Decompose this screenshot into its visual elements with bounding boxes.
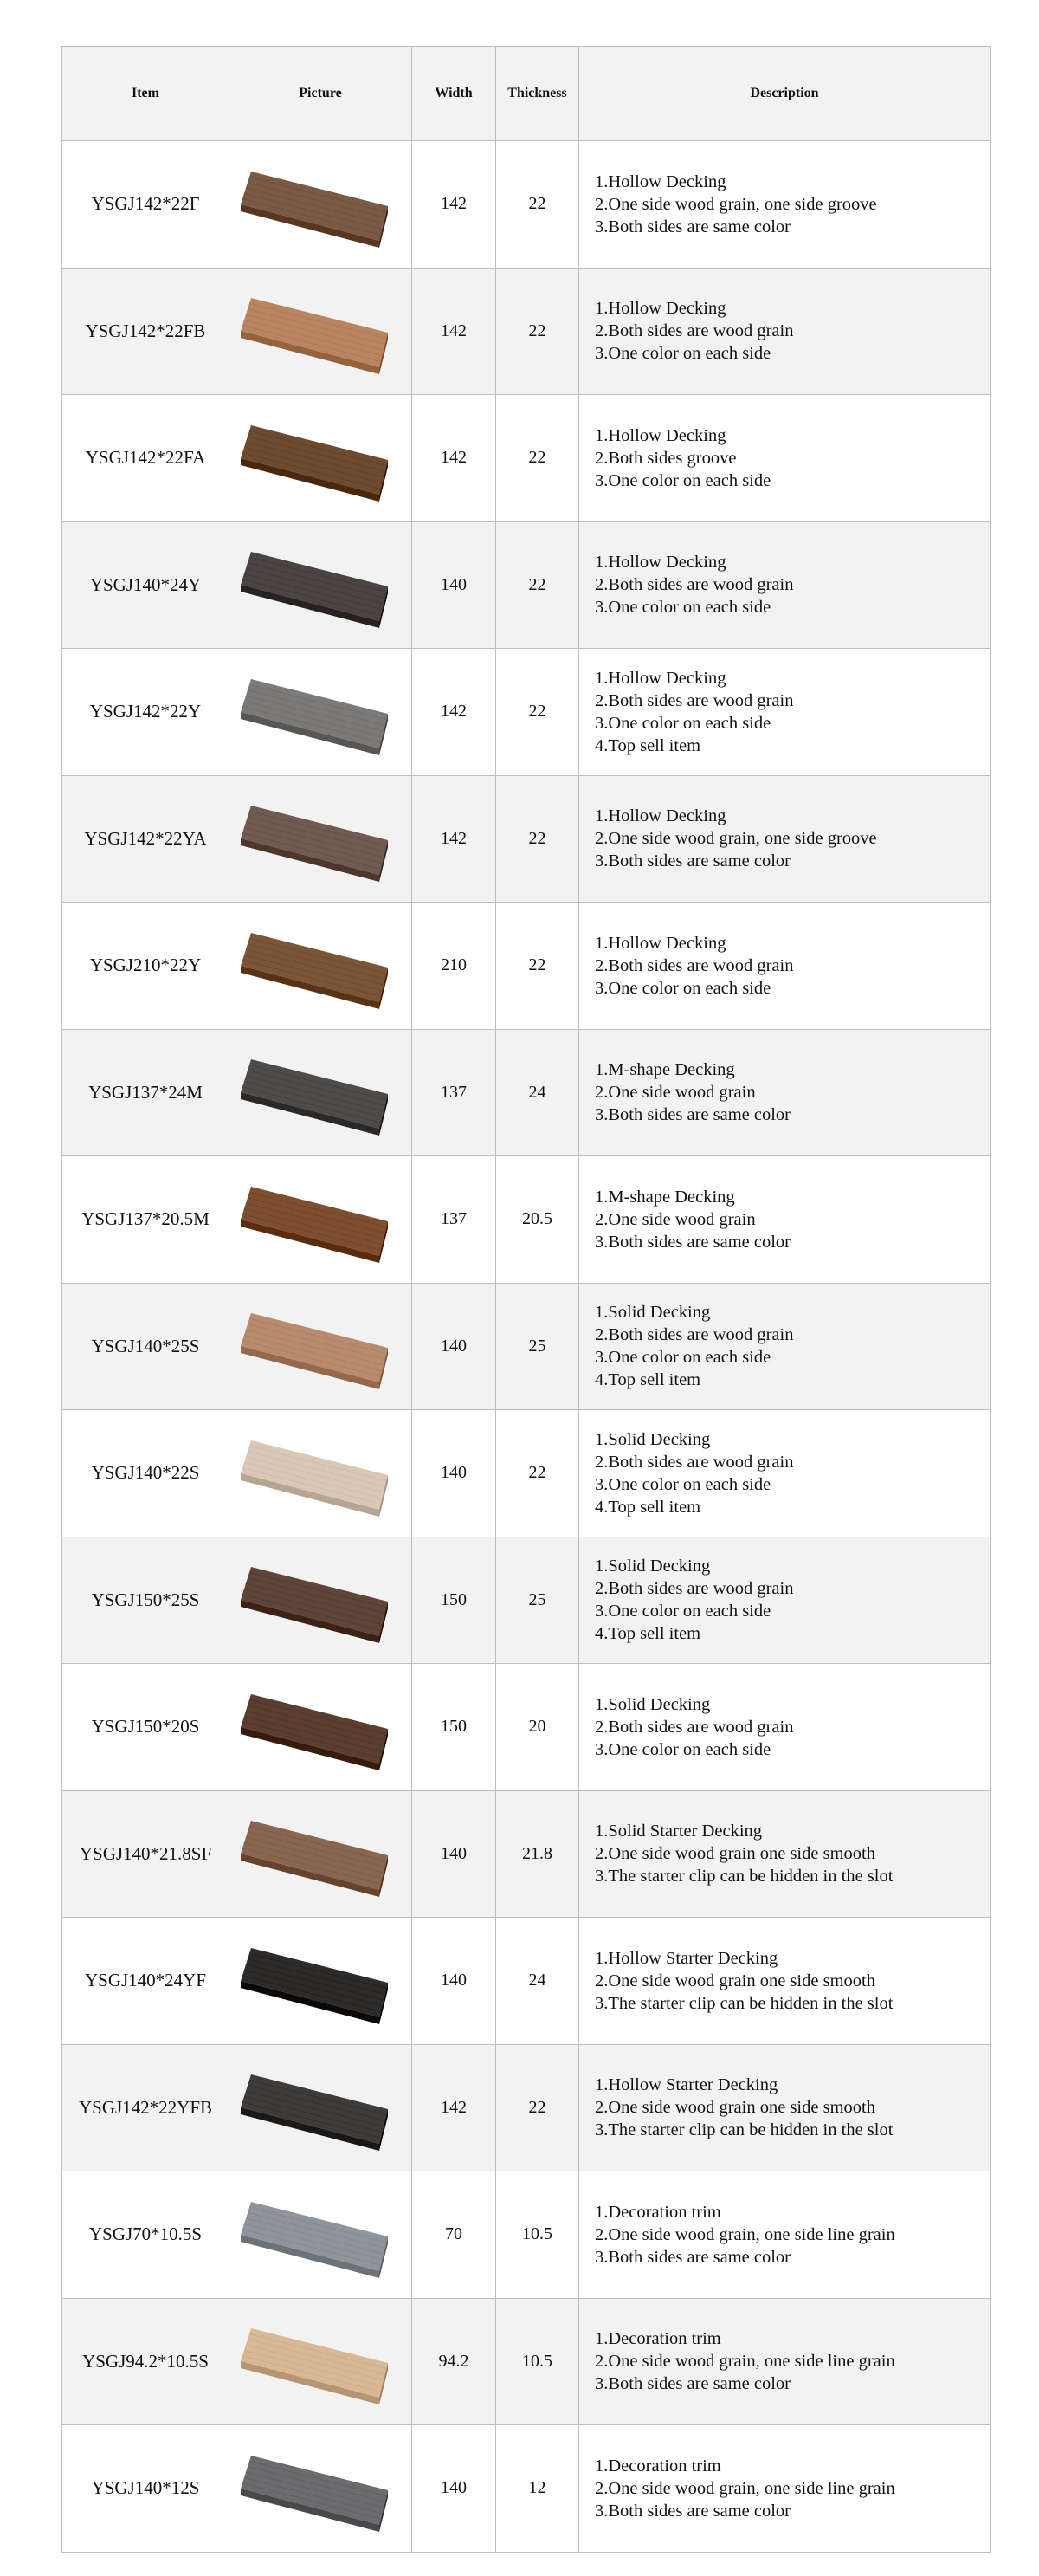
- description-line: 3.One color on each side: [595, 598, 771, 618]
- thickness-value: 22: [496, 1410, 579, 1537]
- description-line: 2.Both sides are wood grain: [595, 1325, 794, 1345]
- product-picture: [229, 649, 412, 776]
- description-line: 2.Both sides are wood grain: [595, 1579, 794, 1599]
- width-value: 150: [412, 1537, 496, 1664]
- decking-product-table: [61, 46, 991, 2553]
- description-line: 2.Both sides are wood grain: [595, 955, 794, 975]
- table-row: [62, 2044, 991, 2171]
- description-line: 2.One side wood grain, one side line grain: [595, 2352, 895, 2372]
- thickness-value: 22: [496, 649, 579, 776]
- decking-board-image: [234, 279, 407, 383]
- product-picture: [229, 395, 412, 522]
- width-value: 142: [412, 141, 496, 269]
- description-line: 2.Both sides groove: [595, 448, 737, 468]
- description-line: 1.Hollow Starter Decking: [595, 2075, 778, 2095]
- width-value: 142: [412, 775, 496, 903]
- description-line: 2.One side wood grain, one side groove: [595, 829, 877, 849]
- product-picture: [229, 1410, 412, 1537]
- description-cell: [579, 1029, 991, 1156]
- description-cell: [579, 903, 991, 1030]
- width-value: 142: [412, 649, 496, 776]
- width-value: 210: [412, 903, 496, 1030]
- width-value: 137: [412, 1156, 496, 1284]
- product-picture: [229, 1029, 412, 1156]
- thickness-value: 12: [496, 2425, 579, 2553]
- description-line: 1.Decoration trim: [595, 2329, 721, 2349]
- decking-board-image: [234, 1675, 407, 1779]
- product-picture: [229, 521, 412, 649]
- description-cell: [579, 268, 991, 395]
- width-value: 140: [412, 2425, 496, 2553]
- width-value: 140: [412, 1790, 496, 1918]
- description-line: 4.Top sell item: [595, 1497, 701, 1517]
- description-line: 2.One side wood grain one side smooth: [595, 1844, 875, 1864]
- thickness-value: 22: [496, 268, 579, 395]
- description-line: 2.One side wood grain one side smooth: [595, 2098, 875, 2118]
- description-line: 1.Hollow Starter Decking: [595, 1948, 778, 1968]
- decking-board-image: [234, 914, 407, 1018]
- description-cell: [579, 1790, 991, 1918]
- table-row: [62, 1537, 991, 1664]
- thickness-value: 22: [496, 775, 579, 903]
- item-code: YSGJ140*24YF: [62, 1918, 229, 2045]
- table-row: [62, 395, 991, 522]
- item-code: YSGJ140*24Y: [62, 521, 229, 649]
- item-code: YSGJ140*25S: [62, 1283, 229, 1410]
- description-line: 2.Both sides are wood grain: [595, 1452, 794, 1472]
- product-picture: [229, 1790, 412, 1918]
- thickness-value: 24: [496, 1918, 579, 2045]
- decking-board-image: [234, 152, 407, 256]
- description-line: 3.Both sides are same color: [595, 851, 791, 871]
- product-picture: [229, 2171, 412, 2299]
- description-line: 2.One side wood grain: [595, 1083, 756, 1103]
- table-row: [62, 521, 991, 649]
- table-row: [62, 649, 991, 776]
- item-code: YSGJ94.2*10.5S: [62, 2298, 229, 2425]
- description-cell: [579, 1664, 991, 1791]
- table-row: [62, 2171, 991, 2299]
- table-row: [62, 2425, 991, 2553]
- decking-board-image: [234, 533, 407, 637]
- product-picture: [229, 268, 412, 395]
- description-line: 2.One side wood grain, one side line grain: [595, 2478, 895, 2498]
- description-line: 3.One color on each side: [595, 1474, 771, 1494]
- description-line: 1.Decoration trim: [595, 2456, 721, 2476]
- item-code: YSGJ150*25S: [62, 1537, 229, 1664]
- item-code: YSGJ70*10.5S: [62, 2171, 229, 2299]
- decking-board-image: [234, 786, 407, 890]
- table-row: [62, 1156, 991, 1284]
- description-line: 4.Top sell item: [595, 1370, 701, 1390]
- table-header-row: [62, 47, 991, 141]
- description-line: 3.The starter clip can be hidden in the slot: [595, 1867, 894, 1887]
- decking-board-image: [234, 1294, 407, 1398]
- description-line: 3.One color on each side: [595, 1348, 771, 1368]
- product-picture: [229, 2044, 412, 2171]
- width-value: 140: [412, 1410, 496, 1537]
- item-code: YSGJ150*20S: [62, 1664, 229, 1791]
- description-cell: [579, 649, 991, 776]
- width-value: 140: [412, 521, 496, 649]
- product-picture: [229, 1283, 412, 1410]
- description-cell: [579, 141, 991, 269]
- thickness-value: 22: [496, 521, 579, 649]
- item-code: YSGJ142*22FA: [62, 395, 229, 522]
- item-code: YSGJ142*22Y: [62, 649, 229, 776]
- description-line: 1.Solid Decking: [595, 1694, 711, 1714]
- header-thickness: Thickness: [496, 47, 579, 141]
- description-cell: [579, 1156, 991, 1284]
- product-picture: [229, 1156, 412, 1284]
- product-picture: [229, 1537, 412, 1664]
- description-line: 2.One side wood grain, one side line grain: [595, 2224, 895, 2244]
- description-line: 3.The starter clip can be hidden in the slot: [595, 1993, 894, 2013]
- product-picture: [229, 1918, 412, 2045]
- thickness-value: 20: [496, 1664, 579, 1791]
- decking-board-image: [234, 1802, 407, 1906]
- thickness-value: 10.5: [496, 2171, 579, 2299]
- description-line: 4.Top sell item: [595, 1624, 701, 1644]
- decking-board-image: [234, 2055, 407, 2159]
- description-line: 1.Hollow Decking: [595, 806, 726, 826]
- thickness-value: 22: [496, 141, 579, 269]
- decking-board-image: [234, 1421, 407, 1525]
- product-picture: [229, 903, 412, 1030]
- description-line: 2.Both sides are wood grain: [595, 690, 794, 710]
- description-line: 1.Solid Decking: [595, 1429, 711, 1449]
- table-row: [62, 903, 991, 1030]
- table-row: [62, 141, 991, 269]
- decking-board-image: [234, 1548, 407, 1652]
- header-description: Description: [579, 47, 991, 141]
- thickness-value: 22: [496, 395, 579, 522]
- table-row: [62, 1410, 991, 1537]
- description-line: 3.Both sides are same color: [595, 2374, 791, 2394]
- description-line: 4.Top sell item: [595, 735, 701, 755]
- product-picture: [229, 141, 412, 269]
- table-row: [62, 775, 991, 903]
- description-line: 1.Solid Decking: [595, 1557, 711, 1576]
- item-code: YSGJ137*24M: [62, 1029, 229, 1156]
- description-cell: [579, 2171, 991, 2299]
- description-cell: [579, 1410, 991, 1537]
- thickness-value: 25: [496, 1283, 579, 1410]
- item-code: YSGJ137*20.5M: [62, 1156, 229, 1284]
- decking-board-image: [234, 1929, 407, 2033]
- description-line: 2.One side wood grain one side smooth: [595, 1971, 875, 1990]
- description-line: 3.One color on each side: [595, 344, 771, 364]
- item-code: YSGJ140*12S: [62, 2425, 229, 2553]
- description-cell: [579, 395, 991, 522]
- decking-board-image: [234, 660, 407, 764]
- description-cell: [579, 1537, 991, 1664]
- product-picture: [229, 1664, 412, 1791]
- description-line: 1.M-shape Decking: [595, 1187, 735, 1207]
- description-line: 3.Both sides are same color: [595, 2501, 791, 2521]
- item-code: YSGJ210*22Y: [62, 903, 229, 1030]
- description-line: 1.Solid Starter Decking: [595, 1822, 763, 1841]
- decking-board-image: [234, 406, 407, 510]
- item-code: YSGJ140*21.8SF: [62, 1790, 229, 1918]
- description-line: 1.Hollow Decking: [595, 668, 726, 688]
- description-cell: [579, 1283, 991, 1410]
- product-picture: [229, 775, 412, 903]
- header-item: Item: [62, 47, 229, 141]
- table-row: [62, 2298, 991, 2425]
- item-code: YSGJ142*22YFB: [62, 2044, 229, 2171]
- width-value: 94.2: [412, 2298, 496, 2425]
- table-row: [62, 268, 991, 395]
- description-cell: [579, 2298, 991, 2425]
- width-value: 142: [412, 395, 496, 522]
- decking-board-image: [234, 2309, 407, 2413]
- description-line: 3.One color on each side: [595, 1602, 771, 1621]
- description-line: 3.The starter clip can be hidden in the slot: [595, 2120, 894, 2140]
- thickness-value: 25: [496, 1537, 579, 1664]
- description-line: 2.One side wood grain, one side groove: [595, 194, 877, 214]
- item-code: YSGJ140*22S: [62, 1410, 229, 1537]
- table-row: [62, 1918, 991, 2045]
- table-row: [62, 1664, 991, 1791]
- description-line: 2.Both sides are wood grain: [595, 1717, 794, 1737]
- thickness-value: 22: [496, 903, 579, 1030]
- description-line: 3.Both sides are same color: [595, 2247, 791, 2267]
- description-line: 1.M-shape Decking: [595, 1060, 735, 1080]
- description-line: 3.Both sides are same color: [595, 217, 791, 236]
- description-line: 3.Both sides are same color: [595, 1105, 791, 1125]
- item-code: YSGJ142*22YA: [62, 775, 229, 903]
- product-picture: [229, 2298, 412, 2425]
- thickness-value: 24: [496, 1029, 579, 1156]
- description-line: 1.Hollow Decking: [595, 553, 726, 573]
- description-line: 1.Hollow Decking: [595, 425, 726, 445]
- width-value: 142: [412, 2044, 496, 2171]
- product-table-container: [61, 46, 990, 2553]
- width-value: 150: [412, 1664, 496, 1791]
- thickness-value: 22: [496, 2044, 579, 2171]
- description-line: 1.Decoration trim: [595, 2202, 721, 2222]
- thickness-value: 10.5: [496, 2298, 579, 2425]
- description-cell: [579, 1918, 991, 2045]
- width-value: 137: [412, 1029, 496, 1156]
- description-cell: [579, 2425, 991, 2553]
- description-line: 2.Both sides are wood grain: [595, 575, 794, 595]
- description-line: 3.One color on each side: [595, 470, 771, 490]
- description-line: 3.One color on each side: [595, 978, 771, 998]
- decking-board-image: [234, 1168, 407, 1272]
- description-line: 1.Hollow Decking: [595, 933, 726, 953]
- description-line: 2.Both sides are wood grain: [595, 321, 794, 341]
- width-value: 140: [412, 1283, 496, 1410]
- item-code: YSGJ142*22F: [62, 141, 229, 269]
- width-value: 140: [412, 1918, 496, 2045]
- description-line: 1.Hollow Decking: [595, 172, 726, 191]
- description-line: 3.Both sides are same color: [595, 1232, 791, 1252]
- description-line: 1.Solid Decking: [595, 1303, 711, 1323]
- decking-board-image: [234, 1040, 407, 1144]
- header-width: Width: [412, 47, 496, 141]
- description-cell: [579, 2044, 991, 2171]
- decking-board-image: [234, 2183, 407, 2287]
- width-value: 142: [412, 268, 496, 395]
- product-picture: [229, 2425, 412, 2553]
- table-row: [62, 1029, 991, 1156]
- table-row: [62, 1283, 991, 1410]
- description-cell: [579, 775, 991, 903]
- description-line: 3.One color on each side: [595, 713, 771, 733]
- thickness-value: 21.8: [496, 1790, 579, 1918]
- width-value: 70: [412, 2171, 496, 2299]
- thickness-value: 20.5: [496, 1156, 579, 1284]
- description-line: 3.One color on each side: [595, 1739, 771, 1759]
- description-cell: [579, 521, 991, 649]
- description-line: 1.Hollow Decking: [595, 299, 726, 319]
- decking-board-image: [234, 2437, 407, 2540]
- table-row: [62, 1790, 991, 1918]
- description-line: 2.One side wood grain: [595, 1209, 756, 1229]
- item-code: YSGJ142*22FB: [62, 268, 229, 395]
- header-picture: Picture: [229, 47, 412, 141]
